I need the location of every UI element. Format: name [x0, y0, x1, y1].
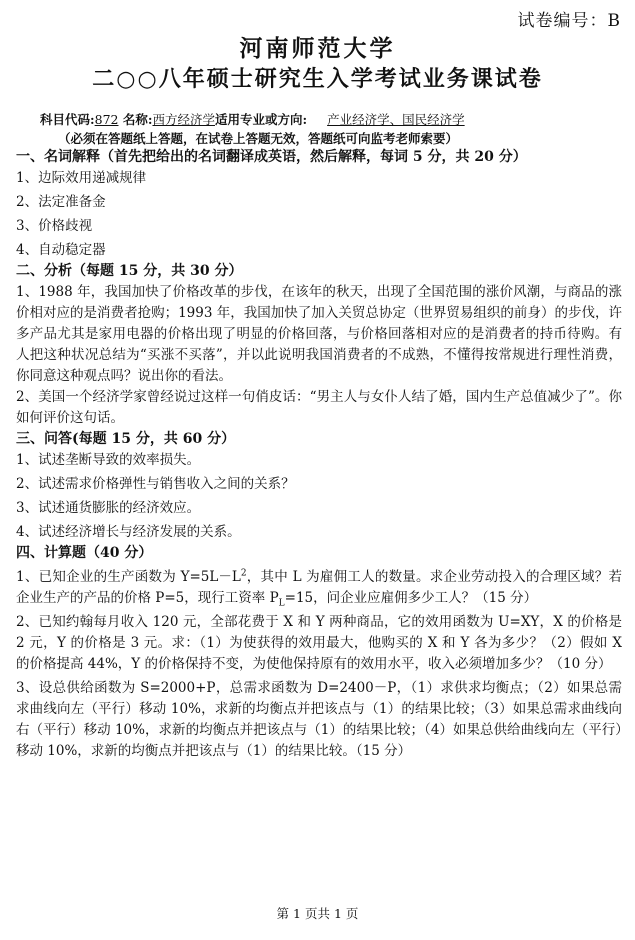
section4-question-1: 1、已知企业的生产函数为 $Y=5L-L^2$，其中 L 为雇佣工人的数量。求企业劳动投入的合理区域？若企业生产的产品的价格 P=5，现行工资率 $P_L=15$，问企业应雇佣多少工人？（15 分）: [16, 568, 623, 609]
subject-code: 872: [94, 112, 119, 127]
subject-name-label: 名称:: [122, 112, 153, 127]
footer-end-label: 页: [345, 906, 359, 921]
section4-question-3: 3、设总供给函数为 S=2000+P，总需求函数为 D=2400－P，（1）求供求均衡点；（2）如果总需求曲线向左（平行）移动 10%，求新的均衡点并把该点与（1）的结果比较；（3）如果总需求曲线向右（平行）移动 10%，求新的均衡点并把该点与（1）的结果比较；（4）如果总供给曲线向左（平行）移动 10%，求新的均衡点并把该点与（1）的结果比较。（15 分）: [16, 680, 622, 759]
section3-heading: 三、问答(每题 15 分，共 60 分）: [16, 431, 236, 447]
subject-line: [40, 110, 630, 128]
section2-question-2: 2、美国一个经济学家曾经说过这样一句俏皮话：“男主人与女仆人结了婚，国内生产总值减少了”。你如何评价这句话。: [16, 389, 622, 426]
exam-content: [16, 147, 622, 762]
subject-code-label: 科目代码:: [40, 112, 95, 127]
major-name: 产业经济学、国民经济学: [327, 112, 465, 127]
subscript: L: [278, 598, 285, 609]
section4-question-2: 2、已知约翰每月收入 120 元，全部花费于 X 和 Y 两种商品，它的效用函数为 U=XY，X 的价格是 2 元，Y 的价格是 3 元。求：（1）为使获得的效用最大，他购买的 X 和 Y 各为多少？（2）假如 X 的价格提高 44%，Y 的价格保持不变，为使他保持原有的效用水平，收入必须增加多少？（10 分）: [16, 614, 622, 672]
page-footer: [0, 904, 635, 922]
section2-question-1: 1、1988 年，我国加快了价格改革的步伐，在该年的秋天，出现了全国范围的涨价风潮，与商品的涨价相对应的是消费者抢购；1993 年，我国加快了加入关贸总协定（世界贸易组织的前身）的步伐，许多产品尤其是家用电器的价格出现了明显的价格回落，与价格回落相对应的是消费者的持币待购。有人把这种状况总结为“买涨不买落”，并以此说明我国消费者的不成熟，不懂得按常规进行理性消费，你同意这种观点吗？说出你的看法。: [16, 284, 622, 384]
section3-item: 3、试述通货膨胀的经济效应。: [16, 500, 201, 516]
major-label: 适用专业或方向:: [214, 112, 308, 127]
footer-page-total: 1: [333, 906, 342, 921]
section3-item: 1、试述垄断导致的效率损失。: [16, 452, 201, 468]
section3-item: 2、试述需求价格弹性与销售收入之间的关系？: [16, 476, 295, 492]
section1-item: 3、价格歧视: [16, 218, 93, 234]
exam-title: 二○○八年硕士研究生入学考试业务课试卷: [92, 66, 543, 92]
exponent: 2: [240, 568, 247, 579]
section1-item: 2、法定准备金: [16, 194, 106, 210]
university-name: 河南师范大学: [239, 35, 396, 62]
instruction: （必须在答题纸上答题，在试卷上答题无效，答题纸可向监考老师索要）: [58, 131, 459, 146]
section1-item: 1、边际效用递减规律: [16, 170, 147, 186]
section4-heading: 四、计算题（40 分）: [16, 545, 153, 561]
section1-item: 4、自动稳定器: [16, 242, 106, 258]
section1-heading: 一、名词解释（首先把给出的名词翻译成英语，然后解释，每词 5 分，共 20 分）: [16, 149, 527, 165]
subject-name: 西方经济学: [152, 112, 215, 127]
section2-heading: 二、分析（每题 15 分，共 30 分）: [16, 263, 243, 279]
footer-page-current: 1: [293, 906, 301, 921]
paper-code: 试卷编号：B: [517, 11, 621, 31]
footer-page-label: 第: [276, 906, 290, 921]
footer-mid-label: 页共: [304, 906, 330, 921]
section3-item: 4、试述经济增长与经济发展的关系。: [16, 524, 241, 540]
